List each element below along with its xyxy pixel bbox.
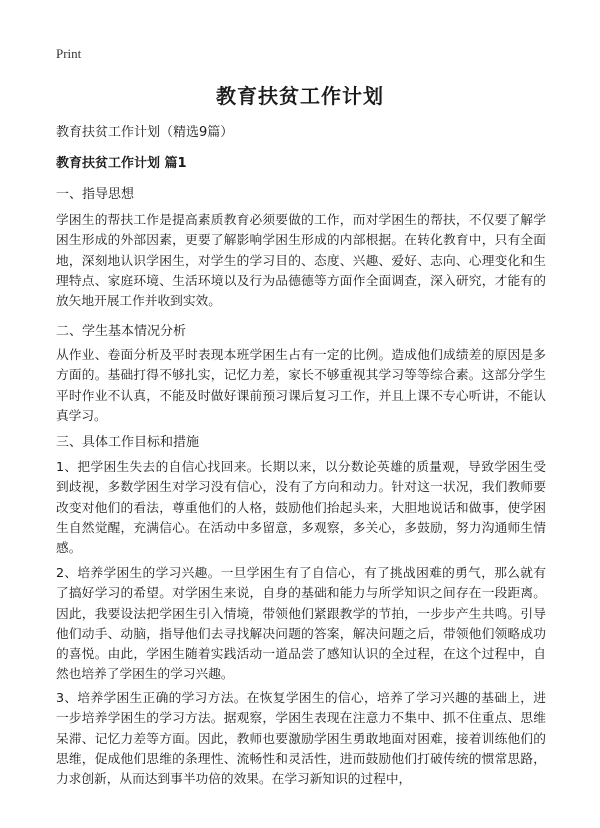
heading-student-analysis: 二、学生基本情况分析 xyxy=(56,324,187,339)
section-title: 教育扶贫工作计划 篇1 xyxy=(56,156,187,171)
document-subtitle: 教育扶贫工作计划（精选9篇） xyxy=(56,125,234,140)
heading-guiding-ideology: 一、指导思想 xyxy=(56,187,135,202)
paragraph-guiding-ideology: 学困生的帮扶工作是提高素质教育必须要做的工作，而对学困生的帮扶，不仅要了解学困生形成的外部因素，更要了解影响学困生形成的内部根据。在转化教育中，只有全面地，深刻地认识学困生，对学生的学习目的、态度、兴趣、爱好、志向、心理变化和生理特点、家庭环境、生活环境以及行为品德德等方面作全面调查，深入研究，才能有的放矢地开展工作并收到实效。 xyxy=(56,212,546,309)
paragraph-measure-3: 3、培养学困生正确的学习方法。在恢复学困生的信心，培养了学习兴趣的基础上，进一步培养学困生的学习方法。据观察，学困生表现在注意力不集中、抓不住重点、思维呆滞、记忆力差等方面。因此，教师也要激励学困生勇敢地面对困难，接着训练他们的思维，促成他们思维的条理性、流畅性和灵活性，进而鼓励他们打破传统的惯常思路，力求创新，从而达到事半功倍的效果。在学习新知识的过程中， xyxy=(56,690,546,787)
print-link[interactable]: Print xyxy=(56,46,82,61)
heading-goals-measures: 三、具体工作目标和措施 xyxy=(56,435,200,450)
document-title: 教育扶贫工作计划 xyxy=(216,84,384,108)
paragraph-student-analysis: 从作业、卷面分析及平时表现本班学困生占有一定的比例。造成他们成绩差的原因是多方面的。基础打得不够扎实，记忆力差，家长不够重视其学习等等综合素。这部分学生平时作业不认真，不能及时做好课前预习课后复习工作，并且上课不专心听讲，不能认真学习。 xyxy=(56,347,546,423)
paragraph-measure-2: 2、培养学困生的学习兴趣。一旦学困生有了自信心，有了挑战困难的勇气，那么就有了搞好学习的希望。对学困生来说，自身的基础和能力与所学知识之间存在一段距离。因此，我要设法把学困生引入情境，带领他们紧跟教学的节拍，一步步产生共鸣。引导他们动手、动脑，指导他们去寻找解决问题的答案，解决问题之后，带领他们领略成功的喜悦。由此，学困生随着实践活动一道品尝了感知认识的全过程，在这个过程中，自然也培养了学困生的学习兴趣。 xyxy=(56,565,546,682)
paragraph-measure-1: 1、把学困生失去的自信心找回来。长期以来，以分数论英雄的质量观，导致学困生受到歧视，多数学困生对学习没有信心，没有了方向和动力。针对这一状况，我们教师要改变对他们的看法，尊重他们的人格，鼓励他们抬起头来，大胆地说话和做事，使学困生自然觉醒，充满信心。在活动中多留意，多观察，多关心，多鼓励，努力沟通师生情感。 xyxy=(56,459,546,556)
